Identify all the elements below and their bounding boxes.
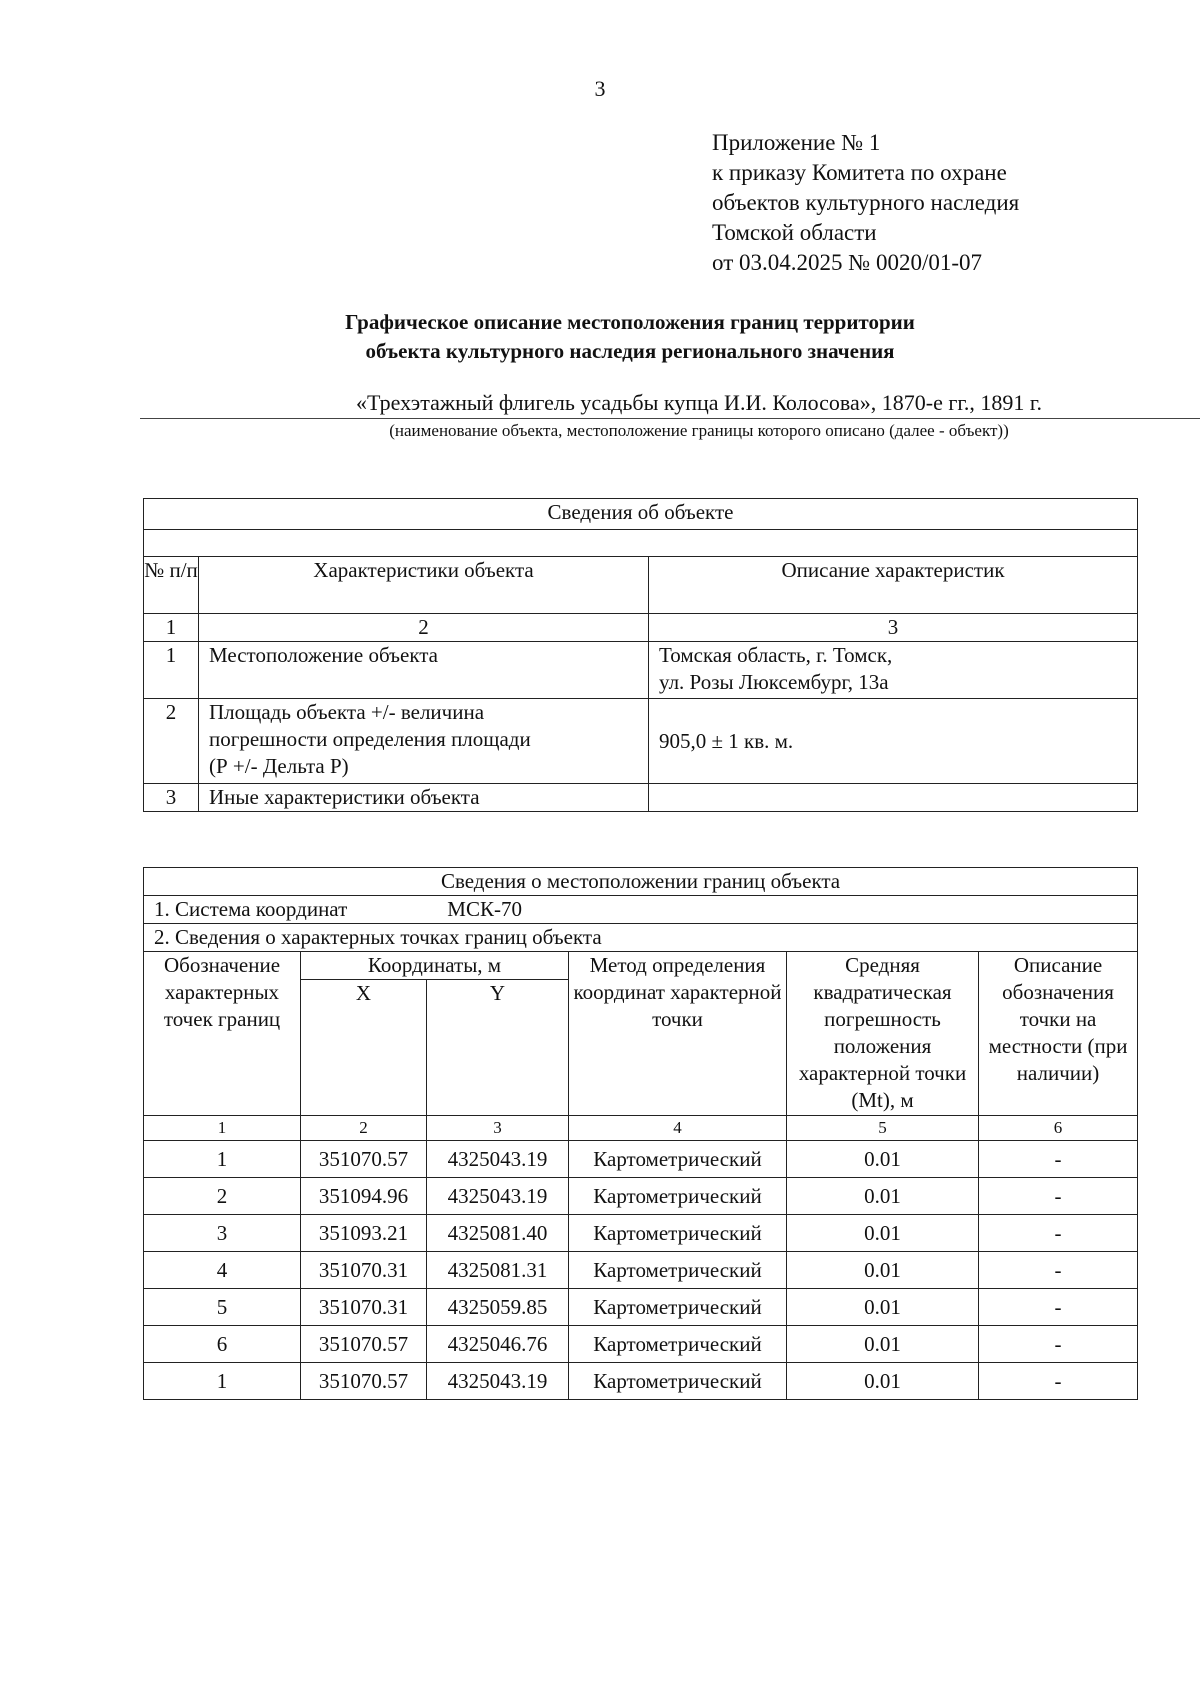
cell-method: Картометрический xyxy=(569,1215,787,1252)
row-char: Площадь объекта +/- величина погрешности определения площади (Р +/- Дельта Р) xyxy=(199,699,649,784)
row-num: 1 xyxy=(144,642,199,699)
boundary-header: Сведения о местоположении границ объекта xyxy=(144,868,1138,896)
cell-x: 351094.96 xyxy=(301,1178,427,1215)
cell-point: 4 xyxy=(144,1252,301,1289)
row-num: 2 xyxy=(144,699,199,784)
cell-method: Картометрический xyxy=(569,1326,787,1363)
col-index: 3 xyxy=(649,614,1138,642)
cell-y: 4325043.19 xyxy=(427,1141,569,1178)
cell-method: Картометрический xyxy=(569,1178,787,1215)
col-index: 4 xyxy=(569,1116,787,1141)
col-index: 1 xyxy=(144,614,199,642)
cell-error: 0.01 xyxy=(787,1363,979,1400)
table-row xyxy=(144,1215,1138,1252)
col-index: 2 xyxy=(199,614,649,642)
cell-y: 4325043.19 xyxy=(427,1178,569,1215)
points-label: 2. Сведения о характерных точках границ объекта xyxy=(144,924,1138,952)
appendix-block xyxy=(712,128,1019,278)
cell-point: 6 xyxy=(144,1326,301,1363)
appendix-line: Томской области xyxy=(712,220,877,245)
col-coords-header: Координаты, м xyxy=(301,952,569,980)
table-row xyxy=(144,1252,1138,1289)
boundary-table xyxy=(143,867,1138,1400)
col-index: 2 xyxy=(301,1116,427,1141)
coord-system-value: МСК-70 xyxy=(447,897,522,921)
col-num-label: № п/п xyxy=(144,558,198,582)
table-row xyxy=(144,1289,1138,1326)
object-name-caption: (наименование объекта, местоположение границы которого описано (далее - объект)) xyxy=(389,421,1009,440)
cell-error: 0.01 xyxy=(787,1289,979,1326)
cell-point: 3 xyxy=(144,1215,301,1252)
col-error-header: Средняя квадратическая погрешность положения характерной точки (Mt), м xyxy=(787,952,979,1116)
appendix-line: от 03.04.2025 № 0020/01-07 xyxy=(712,250,982,275)
empty-row xyxy=(144,530,1138,557)
cell-error: 0.01 xyxy=(787,1215,979,1252)
coord-system-row xyxy=(144,896,1138,924)
cell-error: 0.01 xyxy=(787,1252,979,1289)
appendix-line: к приказу Комитета по охране xyxy=(712,160,1007,185)
cell-y: 4325046.76 xyxy=(427,1326,569,1363)
col-desc-header: Описание характеристик xyxy=(649,557,1138,614)
cell-method: Картометрический xyxy=(569,1363,787,1400)
object-info-header: Сведения об объекте xyxy=(144,499,1138,530)
document-title xyxy=(0,308,1200,366)
col-index: 5 xyxy=(787,1116,979,1141)
row-desc: Томская область, г. Томск, ул. Розы Люксембург, 13а xyxy=(649,642,1138,699)
object-name: «Трехэтажный флигель усадьбы купца И.И. Колосова», 1870-е гг., 1891 г. xyxy=(356,390,1042,415)
col-index: 3 xyxy=(427,1116,569,1141)
cell-desc: - xyxy=(979,1141,1138,1178)
cell-x: 351070.57 xyxy=(301,1326,427,1363)
page-number: 3 xyxy=(594,76,606,101)
row-desc xyxy=(649,784,1138,812)
cell-desc: - xyxy=(979,1215,1138,1252)
cell-desc: - xyxy=(979,1326,1138,1363)
col-y-header: Y xyxy=(427,980,569,1116)
table-row xyxy=(144,1326,1138,1363)
cell-desc: - xyxy=(979,1363,1138,1400)
cell-x: 351093.21 xyxy=(301,1215,427,1252)
boundary-rows xyxy=(144,1141,1138,1400)
cell-method: Картометрический xyxy=(569,1289,787,1326)
appendix-line: объектов культурного наследия xyxy=(712,190,1020,215)
cell-point: 1 xyxy=(144,1141,301,1178)
cell-point: 2 xyxy=(144,1178,301,1215)
cell-x: 351070.57 xyxy=(301,1141,427,1178)
cell-desc: - xyxy=(979,1289,1138,1326)
cell-desc: - xyxy=(979,1178,1138,1215)
col-method-header: Метод определения координат характерной точки xyxy=(569,952,787,1116)
coord-system-label: 1. Система координат xyxy=(154,897,348,921)
cell-error: 0.01 xyxy=(787,1178,979,1215)
cell-point: 1 xyxy=(144,1363,301,1400)
row-char: Местоположение объекта xyxy=(199,642,649,699)
col-desc-header: Описание обозначения точки на местности (при наличии) xyxy=(979,952,1138,1116)
cell-x: 351070.31 xyxy=(301,1289,427,1326)
cell-x: 351070.57 xyxy=(301,1363,427,1400)
table-row xyxy=(144,1363,1138,1400)
table-row xyxy=(144,1178,1138,1215)
col-index: 6 xyxy=(979,1116,1138,1141)
col-char-header: Характеристики объекта xyxy=(199,557,649,614)
cell-method: Картометрический xyxy=(569,1141,787,1178)
row-char: Иные характеристики объекта xyxy=(199,784,649,812)
table-row xyxy=(144,1141,1138,1178)
cell-error: 0.01 xyxy=(787,1326,979,1363)
object-info-table xyxy=(143,498,1138,812)
object-name-underline xyxy=(140,418,1200,419)
cell-point: 5 xyxy=(144,1289,301,1326)
col-x-header: X xyxy=(301,980,427,1116)
title-line: Графическое описание местоположения границ территории xyxy=(345,310,915,334)
col-index: 1 xyxy=(144,1116,301,1141)
cell-y: 4325081.40 xyxy=(427,1215,569,1252)
col-num-header xyxy=(144,557,199,614)
cell-y: 4325081.31 xyxy=(427,1252,569,1289)
col-point-header: Обозначение характерных точек границ xyxy=(144,952,301,1116)
cell-y: 4325043.19 xyxy=(427,1363,569,1400)
cell-x: 351070.31 xyxy=(301,1252,427,1289)
row-desc: 905,0 ± 1 кв. м. xyxy=(649,699,1138,784)
appendix-line: Приложение № 1 xyxy=(712,130,881,155)
cell-y: 4325059.85 xyxy=(427,1289,569,1326)
title-line: объекта культурного наследия регионального значения xyxy=(365,339,895,363)
cell-error: 0.01 xyxy=(787,1141,979,1178)
cell-desc: - xyxy=(979,1252,1138,1289)
row-num: 3 xyxy=(144,784,199,812)
cell-method: Картометрический xyxy=(569,1252,787,1289)
